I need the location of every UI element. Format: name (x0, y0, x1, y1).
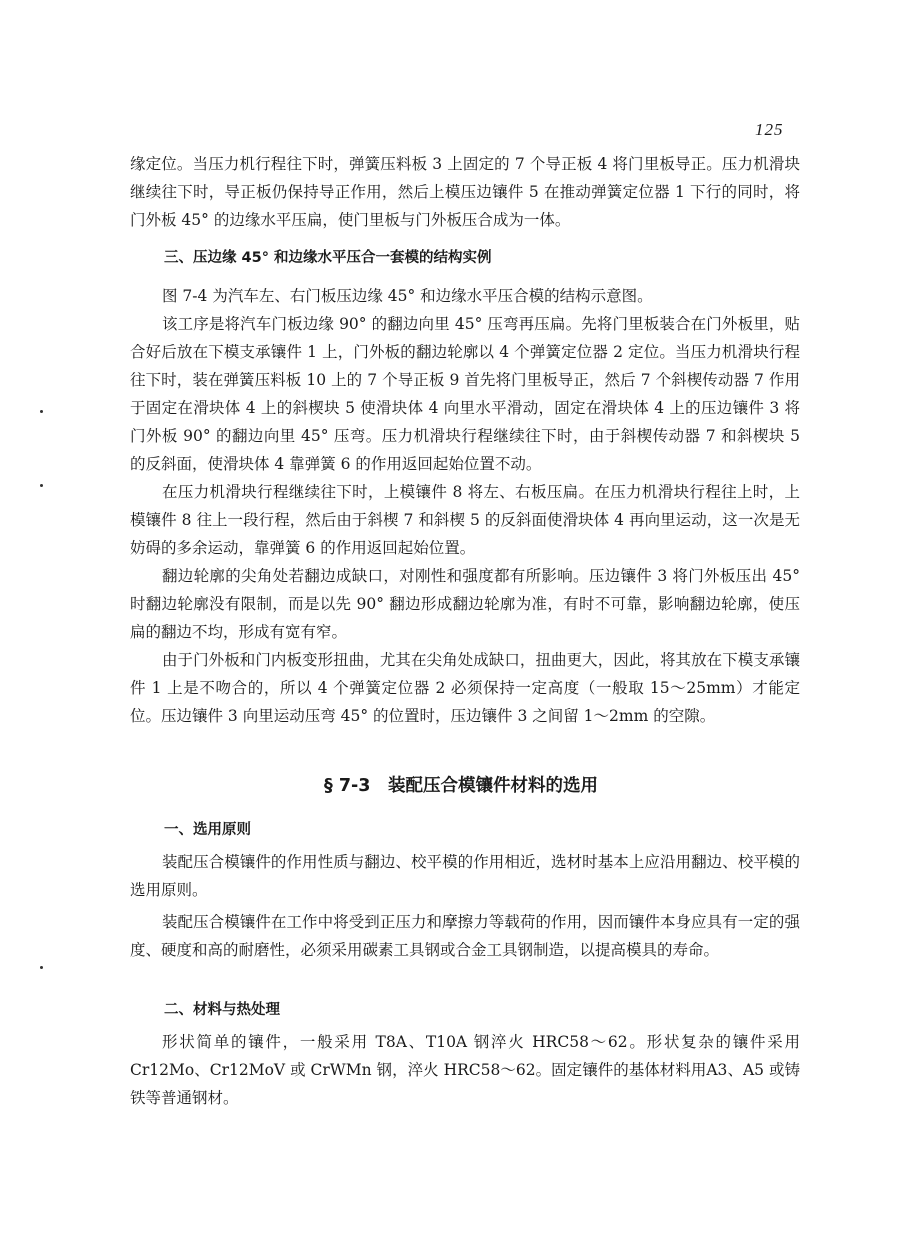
strength-paragraph: 装配压合模镶件在工作中将受到正压力和摩擦力等载荷的作用，因而镶件本身应具有一定的强度、硬度和高的耐磨性，必须采用碳素工具钢或合金工具钢制造，以提高模具的寿命。 (130, 913, 800, 959)
figure-reference-paragraph: 图 7-4 为汽车左、右门板压边缘 45° 和边缘水平压合模的结构示意图。 (162, 287, 653, 305)
materials-body (130, 1028, 800, 1112)
corner-paragraph: 翻边轮廓的尖角处若翻边成缺口，对刚性和强度都有所影响。压边镶件 3 将门外板压出 45° 时翻边轮廓没有限制，而是以先 90° 翻边形成翻边轮廓为准，有时不可靠，影响翻边轮廓，使压扁的翻边不均，形成有宽有窄。 (130, 567, 800, 641)
heading-structure-example: 三、压边缘 45° 和边缘水平压合一套模的结构实例 (164, 250, 492, 266)
intro-paragraph-block (130, 150, 800, 234)
scan-speck (40, 484, 43, 487)
principle-paragraph: 装配压合模镶件的作用性质与翻边、校平模的作用相近，选材时基本上应沿用翻边、校平模的选用原则。 (130, 853, 800, 899)
materials-paragraph: 形状简单的镶件，一般采用 T8A、T10A 钢淬火 HRC58～62。形状复杂的镶件采用 Cr12Mo、Cr12MoV 或 CrWMn 钢，淬火 HRC58～62。固定镶件的基体材料用A3、A5 或铸铁等普通钢材。 (130, 1033, 800, 1107)
heading-selection-principle: 一、选用原则 (164, 822, 251, 838)
section-title: § 7-3 装配压合模镶件材料的选用 (324, 776, 598, 796)
principle-body (130, 848, 800, 964)
heading-materials: 二、材料与热处理 (164, 1002, 280, 1018)
twist-paragraph: 由于门外板和门内板变形扭曲，尤其在尖角处成缺口，扭曲更大，因此，将其放在下模支承镶件 1 上是不吻合的，所以 4 个弹簧定位器 2 必须保持一定高度（一般取 15～25mm）才能定位。压边镶件 3 向里运动压弯 45° 的位置时，压边镶件 3 之间留 1～2mm 的空隙。 (130, 651, 800, 725)
structure-body (130, 282, 800, 730)
flatten-paragraph: 在压力机滑块行程继续往下时，上模镶件 8 将左、右板压扁。在压力机滑块行程往上时，上模镶件 8 往上一段行程，然后由于斜楔 7 和斜楔 5 的反斜面使滑块体 4 再向里运动，这一次是无妨碍的多余运动，靠弹簧 6 的作用返回起始位置。 (130, 483, 800, 557)
intro-paragraph: 缘定位。当压力机行程往下时，弹簧压料板 3 上固定的 7 个导正板 4 将门里板导正。压力机滑块继续往下时，导正板仍保持导正作用，然后上模压边镶件 5 在推动弹簧定位器 1 下行的同时，将门外板 45° 的边缘水平压扁，使门里板与门外板压合成为一体。 (130, 155, 800, 229)
scan-speck (40, 410, 43, 413)
scan-speck (40, 966, 43, 969)
page-number: 125 (755, 120, 784, 139)
process-paragraph: 该工序是将汽车门板边缘 90° 的翻边向里 45° 压弯再压扁。先将门里板装合在门外板里，贴合好后放在下模支承镶件 1 上，门外板的翻边轮廓以 4 个弹簧定位器 2 定位。当压力机滑块行程往下时，装在弹簧压料板 10 上的 7 个导正板 9 首先将门里板导正，然后 7 个斜楔传动器 7 作用于固定在滑块体 4 上的斜楔块 5 使滑块体 4 向里水平滑动，固定在滑块体 4 上的压边镶件 3 将门外板 90° 的翻边向里 45° 压弯。压力机滑块行程继续往下时，由于斜楔传动器 7 和斜楔块 5 的反斜面，使滑块体 4 靠弹簧 6 的作用返回起始位置不动。 (130, 315, 800, 473)
